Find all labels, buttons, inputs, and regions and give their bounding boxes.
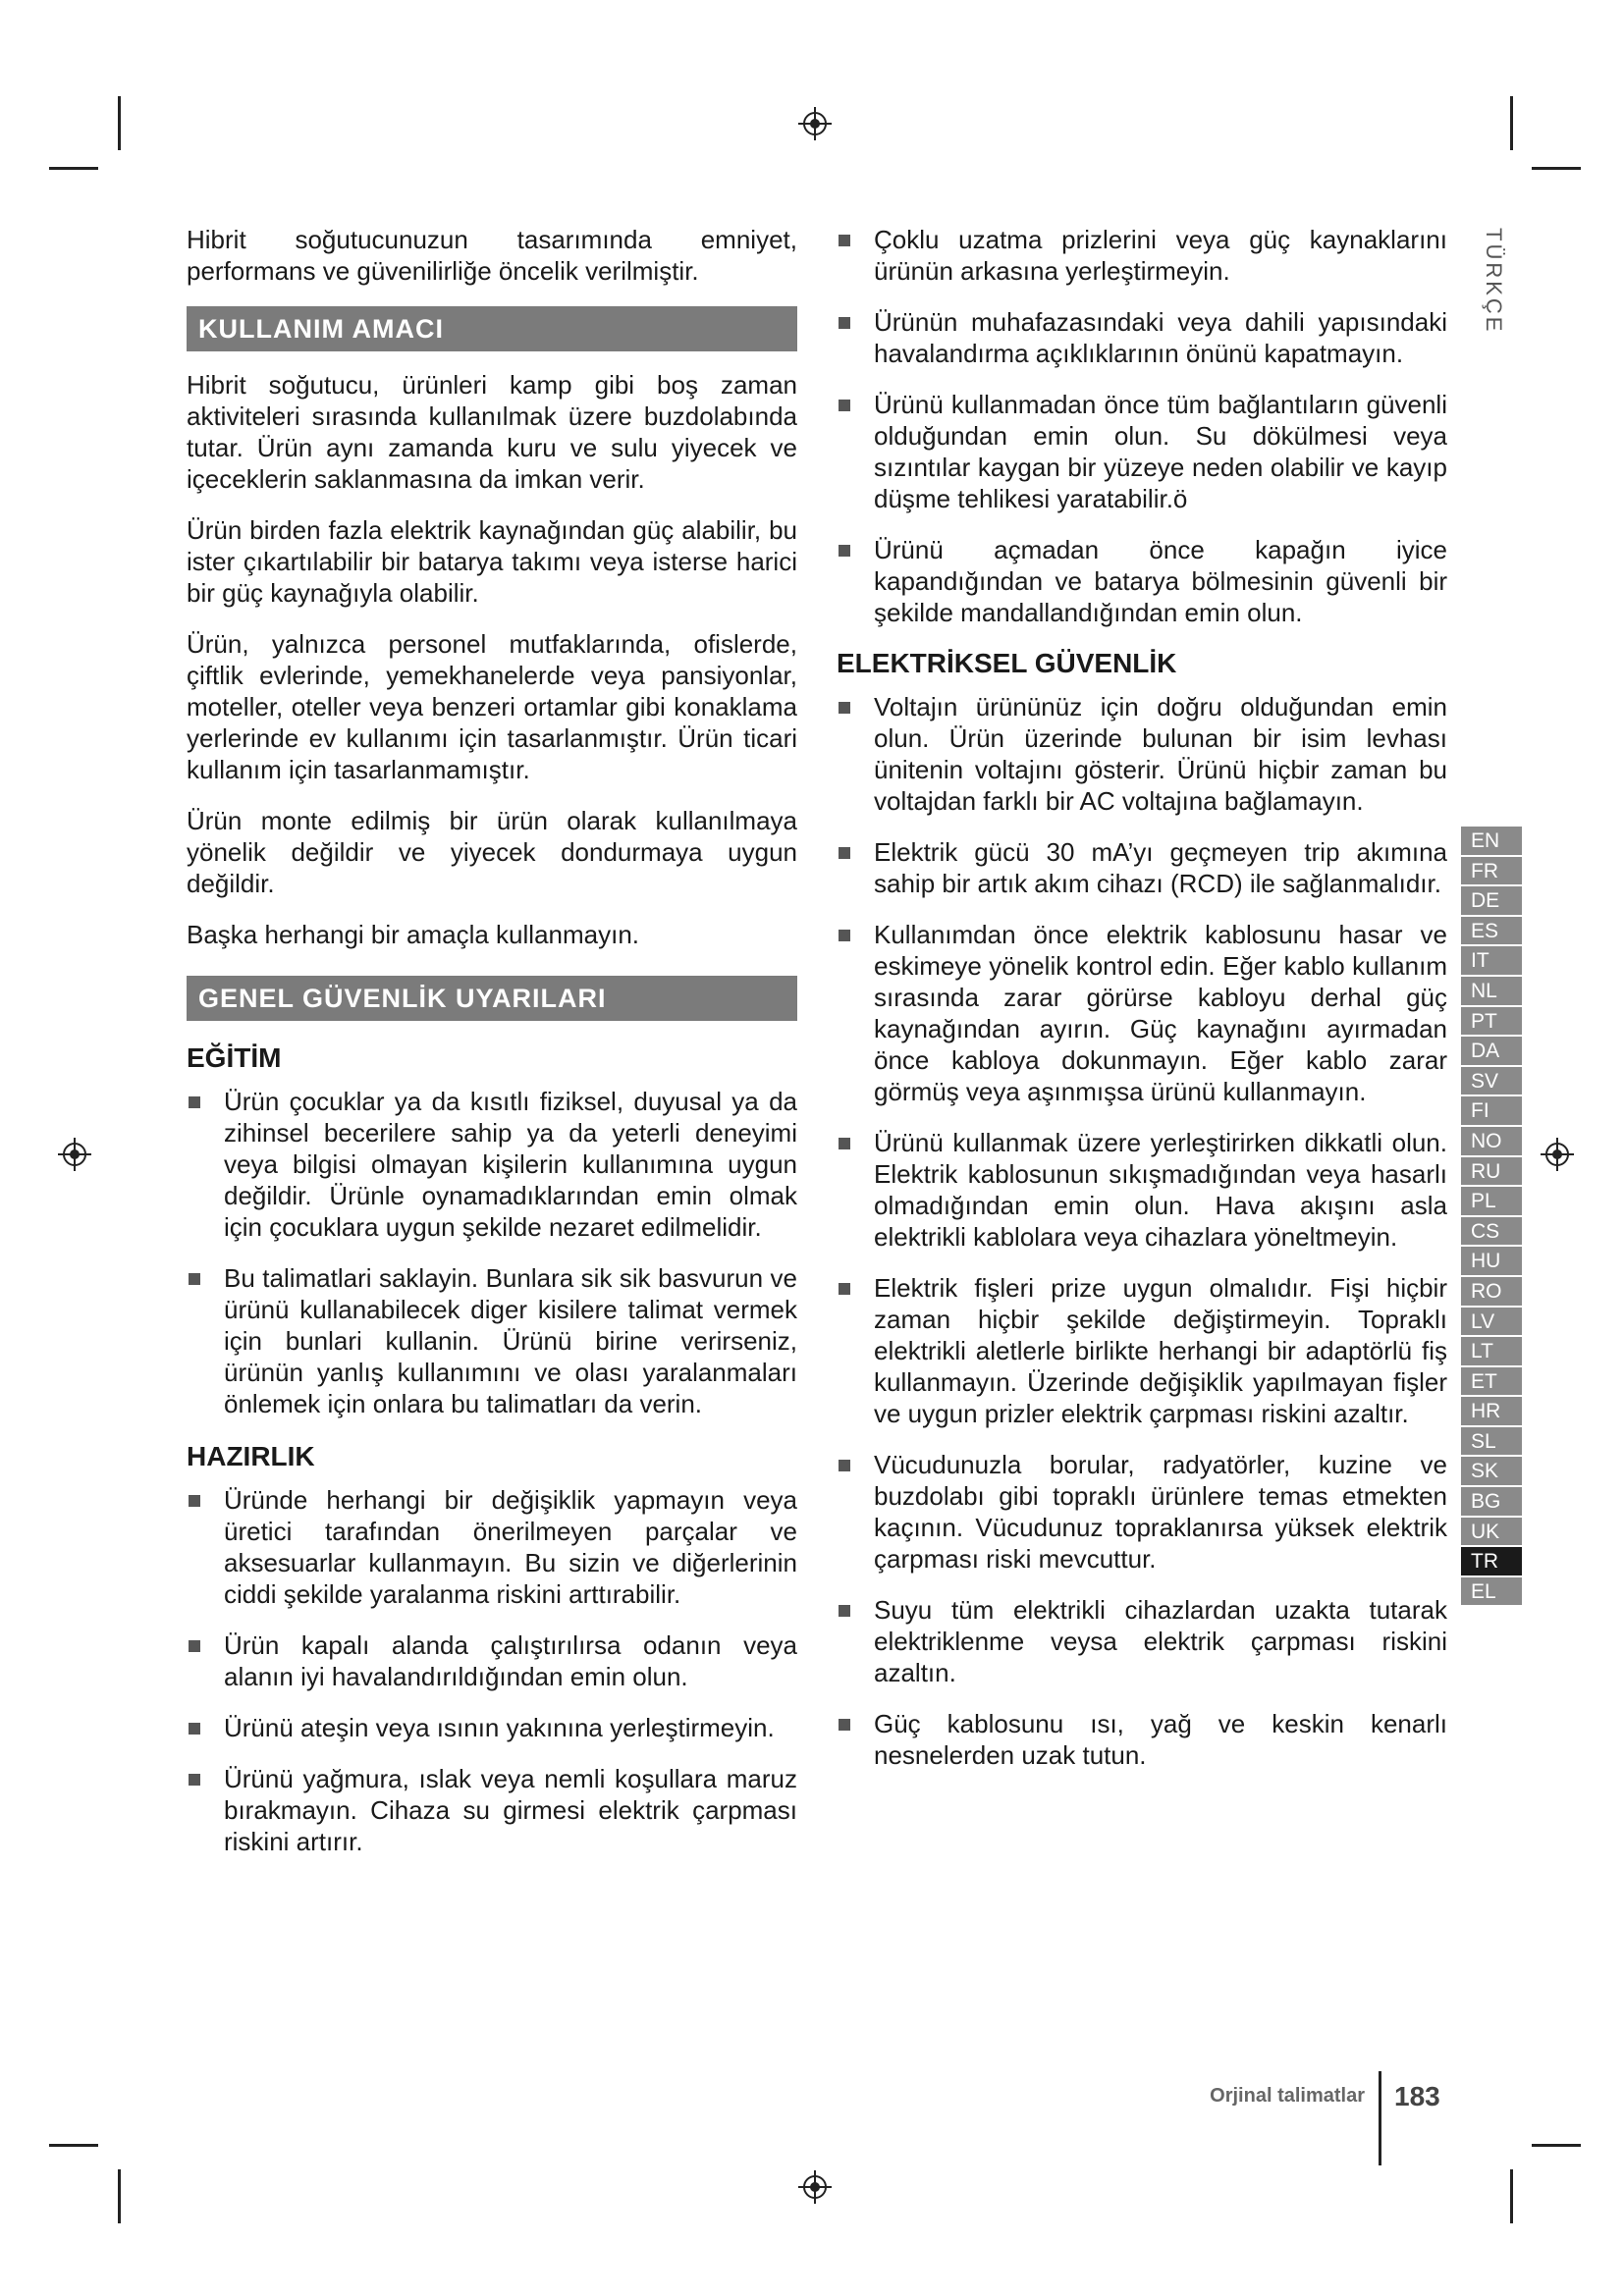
registration-mark-icon [797,2169,833,2205]
paragraph: Ürün birden fazla elektrik kaynağından güç alabilir, bu ister çıkartılabilir bir batarya takımı veya isterse harici bir güç kaynağıyla olabilir. [187,515,797,608]
language-tab-fr: FR [1461,857,1522,887]
language-tab-tr: TR [1461,1547,1522,1577]
language-tab-sv: SV [1461,1067,1522,1097]
crop-mark [118,96,121,150]
language-tab-lt: LT [1461,1337,1522,1367]
language-tab-cs: CS [1461,1217,1522,1248]
subheading-hazirlik: HAZIRLIK [187,1441,315,1471]
bullet-icon [189,1495,200,1507]
bullet-icon [839,1283,850,1295]
egitim-list [187,1086,797,1419]
language-tab-sl: SL [1461,1427,1522,1458]
registration-mark-icon [57,1137,92,1172]
bullet-icon [839,545,850,557]
bullet-icon [839,1719,850,1731]
language-tab-lv: LV [1461,1308,1522,1338]
language-tab-hu: HU [1461,1247,1522,1277]
language-tab-fi: FI [1461,1096,1522,1127]
language-index [1461,827,1522,1607]
bullet-icon [189,1640,200,1652]
hazirlik-list [187,1484,797,1857]
paragraph: Başka herhangi bir amaçla kullanmayın. [187,920,640,949]
list-item: Ürünü kullanmadan önce tüm bağlantıların güvenli olduğundan emin olun. Su dökülmesi veya sızıntılar kaygan bir yüzeye neden olabilir ve kayıp düşme tehlikesi yaratabilir.ö [837,389,1447,514]
language-tab-sk: SK [1461,1457,1522,1487]
list-item: Suyu tüm elektrikli cihazlardan uzakta tutarak elektriklenme veysa elektrik çarpması riskini azaltın. [837,1594,1447,1688]
list-item: Bu talimatlari saklayin. Bunlara sik sik basvurun ve ürünü kullanabilecek diger kisilere talimat vermek için bunlari kullanin. Ürünü birine verirseniz, ürünün yanlış kullanımını ve olası yaralanmaları önlemek için onlara bu talimatları da verin. [187,1262,797,1419]
bullet-icon [839,930,850,941]
crop-mark [1510,2169,1513,2223]
list-item: Ürünü kullanmak üzere yerleştirirken dikkatli olun. Elektrik kablosunun sıkışmadığından veya hasarlı olmadığından emin olun. Hava akışını asla elektrikli kablolara veya cihazlara yöneltmeyin. [837,1127,1447,1253]
language-tab-pt: PT [1461,1007,1522,1038]
language-tab-it: IT [1461,946,1522,977]
section-genel-guvenlik-heading: GENEL GÜVENLİK UYARILARI [187,976,797,1021]
language-tab-de: DE [1461,886,1522,917]
language-tab-el: EL [1461,1577,1522,1608]
bullet-icon [839,317,850,329]
language-tab-nl: NL [1461,977,1522,1007]
bullet-icon [839,847,850,859]
crop-mark [1532,167,1581,170]
crop-mark [118,2169,121,2223]
bullet-icon [839,702,850,714]
language-tab-da: DA [1461,1037,1522,1067]
section-kullanim-amaci-heading: KULLANIM AMACI [187,306,797,351]
language-tab-ru: RU [1461,1157,1522,1188]
subheading-elektriksel-guvenlik: ELEKTRİKSEL GÜVENLİK [837,648,1177,678]
crop-mark [49,167,98,170]
language-tab-en: EN [1461,827,1522,857]
bullet-icon [189,1273,200,1285]
bullet-icon [839,235,850,246]
footer-divider [1379,2071,1381,2165]
crop-mark [49,2144,98,2147]
safety-list-continued [837,224,1447,628]
language-tab-bg: BG [1461,1487,1522,1518]
bullet-icon [839,1605,850,1617]
page-number: 183 [1394,2081,1440,2111]
bullet-icon [839,400,850,411]
language-tab-et: ET [1461,1367,1522,1398]
list-item: Güç kablosunu ısı, yağ ve keskin kenarlı nesnelerden uzak tutun. [837,1708,1447,1771]
list-item: Kullanımdan önce elektrik kablosunu hasar ve eskimeye yönelik kontrol edin. Eğer kablo kullanım sırasında zarar görürse kabloyu derhal güç kaynağından ayırın. Güç kaynağını ayırmadan önce kabloya dokunmayın. Eğer kablo zarar görmüş veya aşınmışsa ürünü kullanmayın. [837,919,1447,1107]
bullet-icon [189,1774,200,1786]
list-item: Elektrik fişleri prize uygun olmalıdır. Fişi hiçbir zaman hiçbir şekilde değiştirmeyin. Topraklı elektrikli aletlerle birlikte herhangi bir adaptörlü fiş kullanmayın. Üzerinde değişiklik yapılmayan fişler ve uygun prizler elektrik çarpması riskini azaltır. [837,1272,1447,1429]
registration-mark-icon [1540,1137,1575,1172]
bullet-icon [839,1460,850,1471]
list-item: Çoklu uzatma prizlerini veya güç kaynaklarını ürünün arkasına yerleştirmeyin. [837,224,1447,287]
footer-label: Orjinal talimatlar [1210,2085,1365,2107]
list-item: Ürünün muhafazasındaki veya dahili yapısındaki havalandırma açıklıklarının önünü kapatmayın. [837,306,1447,369]
language-tab-ro: RO [1461,1277,1522,1308]
registration-mark-icon [797,106,833,141]
paragraph: Hibrit soğutucu, ürünleri kamp gibi boş zaman aktiviteleri sırasında kullanılmak üzere buzdolabında tutar. Ürün aynı zamanda kuru ve sulu yiyecek ve içeceklerin saklanmasına da imkan verir. [187,370,797,494]
list-item: Ürünü ateşin veya ısının yakınına yerleştirmeyin. [187,1712,797,1743]
language-tab-pl: PL [1461,1187,1522,1217]
crop-mark [1532,2144,1581,2147]
bullet-icon [839,1138,850,1149]
paragraph: Ürün monte edilmiş bir ürün olarak kullanılmaya yönelik değildir ve yiyecek dondurmaya uygun değildir. [187,806,797,898]
left-column [187,224,797,1877]
list-item: Vücudunuzla borular, radyatörler, kuzine ve buzdolabı gibi topraklı ürünlere temas etmekten kaçının. Vücudunuz topraklanırsa yüksek elektrik çarpması riski mevcuttur. [837,1449,1447,1575]
list-item: Ürünü açmadan önce kapağın iyice kapandığından ve batarya bölmesinin güvenli bir şekilde mandallandığından emin olun. [837,534,1447,628]
language-tab-uk: UK [1461,1518,1522,1548]
electrical-safety-list [837,691,1447,1771]
language-side-label: TÜRKÇE [1482,228,1506,335]
list-item: Elektrik gücü 30 mA’yı geçmeyen trip akımına sahip bir artık akım cihazı (RCD) ile sağlanmalıdır. [837,836,1447,899]
crop-mark [1510,96,1513,150]
bullet-icon [189,1723,200,1735]
intro-paragraph: Hibrit soğutucunuzun tasarımında emniyet, performans ve güvenilirliğe öncelik verilmiştir. [187,225,797,286]
list-item: Ürünü yağmura, ıslak veya nemli koşullara maruz bırakmayın. Cihaza su girmesi elektrik çarpması riskini artırır. [187,1763,797,1857]
list-item: Ürün kapalı alanda çalıştırılırsa odanın veya alanın iyi havalandırıldığından emin olun. [187,1629,797,1692]
bullet-icon [189,1096,200,1108]
list-item: Üründe herhangi bir değişiklik yapmayın veya üretici tarafından önerilmeyen parçalar ve aksesuarlar kullanmayın. Bu sizin ve diğerlerinin ciddi şekilde yaralanma riskini arttırabilir. [187,1484,797,1610]
paragraph: Ürün, yalnızca personel mutfaklarında, ofislerde, çiftlik evlerinde, yemekhanelerde veya pansiyonlar, moteller, oteller veya benzeri ortamlar gibi konaklama yerlerinde ev kullanımı için tasarlanmıştır. Ürün ticari kullanım için tasarlanmamıştır. [187,629,797,784]
list-item: Ürün çocuklar ya da kısıtlı fiziksel, duyusal ya da zihinsel becerilere sahip ya da yeterli deneyimi veya bilgisi olmayan kişilerin kullanımına uygun değildir. Ürünle oynamadıklarından emin olmak için çocuklara uygun şekilde nezaret edilmelidir. [187,1086,797,1243]
language-tab-no: NO [1461,1127,1522,1157]
list-item: Voltajın ürününüz için doğru olduğundan emin olun. Ürün üzerinde bulunan bir isim levhası ünitenin voltajını gösterir. Ürünü hiçbir zaman bu voltajdan farklı bir AC voltajına bağlamayın. [837,691,1447,817]
language-tab-hr: HR [1461,1397,1522,1427]
right-column [837,224,1447,1790]
subheading-egitim: EĞİTİM [187,1042,282,1073]
language-tab-es: ES [1461,917,1522,947]
